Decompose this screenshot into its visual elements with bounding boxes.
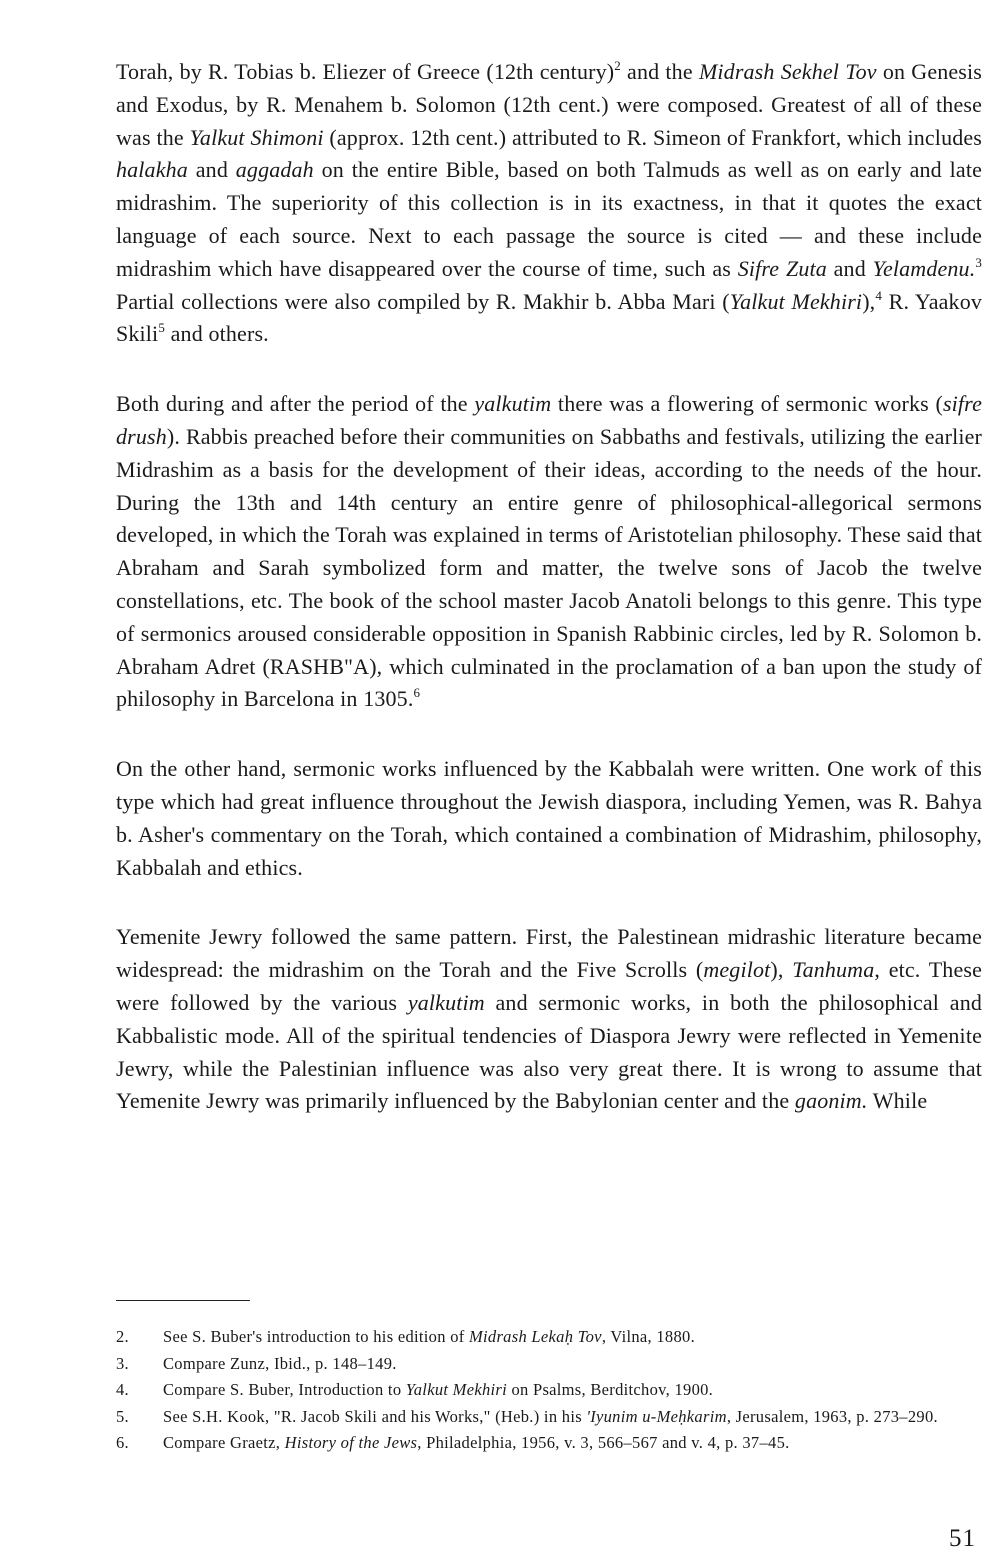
italic-term: Tanhuma <box>792 957 875 983</box>
footnote <box>116 1378 982 1403</box>
text-run: on Genesis and Exodus, by R. Menahem b. Solomon (12th cent.) were composed. Greatest of all of these was the <box>116 59 982 150</box>
text-run: Compare Graetz, <box>163 1433 285 1452</box>
italic-term: gaonim. <box>794 1088 868 1114</box>
italic-term: yalkutim <box>407 989 485 1015</box>
italic-term: Yalkut Mekhiri <box>729 288 863 314</box>
text-run: R. Yaakov Skili <box>116 288 983 347</box>
text-run: there was a flowering of sermonic works ( <box>551 391 943 417</box>
text-run: and others. <box>164 321 269 347</box>
text-run: and <box>826 255 873 281</box>
italic-term: Yalkut Shimoni <box>189 124 324 150</box>
footnote-number: 5. <box>116 1406 129 1426</box>
text-run: Torah, by R. Tobias b. Eliezer of Greece (12th century) <box>116 59 615 84</box>
paragraph <box>116 388 982 716</box>
text-run: Compare S. Buber, Introduction to <box>163 1380 406 1399</box>
text-run: Compare Zunz, Ibid., p. 148–149. <box>163 1353 397 1373</box>
text-run: Both during and after the period of the <box>116 391 475 417</box>
text-run: , Jerusalem, 1963, p. 273–290. <box>726 1406 938 1426</box>
text-run: on Psalms, Berditchov, 1900. <box>507 1380 714 1399</box>
text-run: On the other hand, sermonic works influenced by the Kabbalah were written. One work of this type which had great influence throughout the Jewish diaspora, including Yemen, was R. Bahya b. Asher's commentary on the Torah, which contained a combination of Midrashim, philosophy, Kabbalah and ethics. <box>116 756 982 880</box>
footnote-number: 2. <box>116 1327 129 1346</box>
italic-term: sifre drush <box>116 391 982 449</box>
footnote-number: 6. <box>116 1433 129 1452</box>
text-run: See S. Buber's introduction to his edition of <box>163 1327 469 1346</box>
text-run: on the entire Bible, based on both Talmuds as well as on early and late midrashim. The superiority of this collection is in its exactness, in that it quotes the exact language of each source. Next to each passage the source is cited — and these include midrashim which have disappeared over the course of time, such as <box>116 157 982 281</box>
text-run: ). Rabbis preached before their communities on Sabbaths and festivals, utilizing the earlier Midrashim as a basis for the development of their ideas, according to the needs of the hour. During the 13th and 14th century an entire genre of philosophical-allegorical sermons developed, in which the Torah was explained in terms of Aristotelian philosophy. These said that Abraham and Sarah symbolized form and matter, the twelve sons of Jacob the twelve constellations, etc. The book of the school master Jacob Anatoli belongs to this genre. This type of sermonics aroused considerable opposition in Spanish Rabbinic circles, led by R. Solomon b. Abraham Adret (RASHB"A), which culminated in the proclamation of a ban upon the study of philosophy in Barcelona in 1305. <box>116 423 982 712</box>
body-text <box>116 56 982 1155</box>
text-run: (approx. 12th cent.) attributed to R. Simeon of Frankfort, which includes <box>323 124 982 150</box>
text-run: ), <box>770 957 793 983</box>
paragraph <box>116 921 982 1118</box>
footnotes <box>116 1325 982 1458</box>
footnote <box>116 1352 982 1377</box>
text-run: Partial collections were also compiled by R. Makhir b. Abba Mari ( <box>116 288 730 314</box>
italic-term: halakha <box>116 157 188 183</box>
footnote <box>116 1405 982 1430</box>
italic-term: Midrash Sekhel Tov <box>698 59 877 84</box>
italic-term: Yelamdenu. <box>872 255 976 281</box>
footnote-ref: 5 <box>158 320 165 336</box>
footnote-ref: 4 <box>875 287 882 303</box>
footnote-ref: 2 <box>614 58 621 73</box>
page-number: 51 <box>949 1525 976 1552</box>
footnote <box>116 1431 982 1456</box>
text-run: Yemenite Jewry followed the same pattern. First, the Palestinean midrashic literature became widespread: the midrashim on the Torah and the Five Scrolls ( <box>116 924 982 983</box>
italic-term: aggadah <box>235 157 314 183</box>
footnote-ref: 6 <box>413 685 421 701</box>
italic-term: Midrash Lekaḥ Tov <box>468 1327 602 1346</box>
italic-term: History of the Jews <box>284 1433 418 1452</box>
paragraph <box>116 753 982 884</box>
text-run: , Philadelphia, 1956, v. 3, 566–567 and v. 4, p. 37–45. <box>417 1433 790 1452</box>
text-run: See S.H. Kook, "R. Jacob Skili and his Works," (Heb.) in his <box>163 1406 587 1426</box>
text-run: While <box>867 1088 928 1114</box>
text-run: , Vilna, 1880. <box>601 1327 696 1346</box>
italic-term: Sifre Zuta <box>737 255 827 281</box>
text-run: and the <box>620 59 699 84</box>
text-run: ), <box>862 288 876 314</box>
italic-term: Yalkut Mekhiri <box>405 1380 508 1399</box>
footnote-number: 4. <box>116 1380 129 1399</box>
text-run: , etc. These were followed by the various <box>116 957 983 1015</box>
text-run: and <box>187 157 236 183</box>
footnote-divider <box>116 1300 250 1301</box>
paragraph <box>116 56 982 351</box>
footnote-ref: 3 <box>975 254 982 270</box>
footnote-number: 3. <box>116 1353 129 1373</box>
footnote <box>116 1325 982 1350</box>
italic-term: yalkutim <box>474 391 552 417</box>
italic-term: 'Iyunim u-Meḥkarim <box>586 1406 727 1426</box>
text-run: and sermonic works, in both the philosophical and Kabbalistic mode. All of the spiritual tendencies of Diaspora Jewry were reflected in Yemenite Jewry, while the Palestinian influence was also very great there. It is wrong to assume that Yemenite Jewry was primarily influenced by the Babylonian center and the <box>116 989 982 1114</box>
italic-term: megilot <box>703 957 771 983</box>
